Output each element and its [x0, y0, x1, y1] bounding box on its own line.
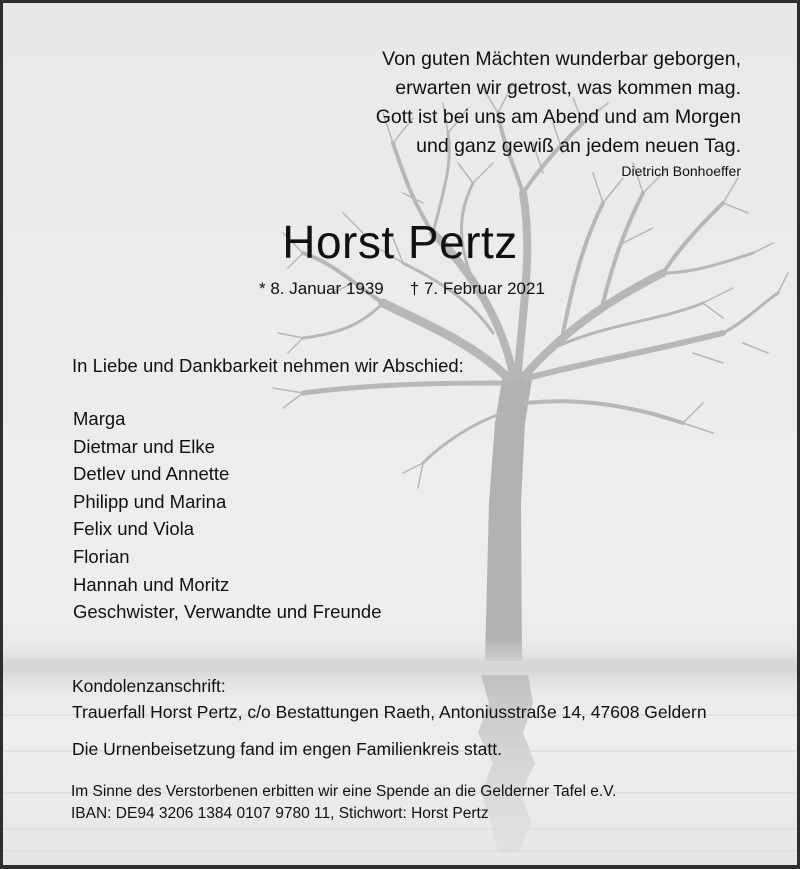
mourner-item: Philipp und Marina — [73, 490, 227, 512]
mourner-item: Detlev und Annette — [73, 463, 230, 485]
donation-note — [71, 781, 616, 825]
condolence-address: Trauerfall Horst Pertz, c/o Bestattungen Raeth, Antoniusstraße 14, 47608 Geldern — [72, 702, 707, 722]
mourners-list — [73, 405, 382, 626]
mourner-item: Felix und Viola — [73, 518, 195, 540]
poem-line: und ganz gewiß an jedem neuen Tag. — [416, 135, 741, 157]
deceased-name: Horst Pertz — [282, 216, 518, 268]
poem-line: Von guten Mächten wunderbar geborgen, — [382, 48, 741, 70]
poem-line: Gott ist bei uns am Abend und am Morgen — [375, 106, 741, 128]
birth-date: * 8. Januar 1939 — [259, 279, 384, 298]
poem-line: erwarten wir getrost, was kommen mag. — [395, 77, 741, 99]
mourner-item: Geschwister, Verwandte und Freunde — [73, 601, 382, 623]
condolence-label: Kondolenzanschrift: — [72, 676, 226, 696]
poem-quote — [376, 45, 741, 161]
donation-iban: IBAN: DE94 3206 1384 0107 9780 11, Stichwort: Horst Pertz — [71, 805, 489, 822]
life-dates — [259, 279, 545, 299]
death-date: † 7. Februar 2021 — [409, 279, 545, 298]
mourner-item: Dietmar und Elke — [73, 435, 215, 457]
mourner-item: Marga — [73, 408, 126, 429]
obituary-card — [3, 3, 797, 865]
burial-note: Die Urnenbeisetzung fand im engen Familienkreis statt. — [72, 739, 502, 759]
mourner-item: Hannah und Moritz — [73, 573, 230, 595]
mourner-item: Florian — [73, 545, 130, 567]
farewell-intro: In Liebe und Dankbarkeit nehmen wir Abschied: — [72, 355, 464, 376]
poem-author: Dietrich Bonhoeffer — [621, 163, 741, 179]
donation-request: Im Sinne des Verstorbenen erbitten wir eine Spende an die Gelderner Tafel e.V. — [71, 783, 617, 800]
